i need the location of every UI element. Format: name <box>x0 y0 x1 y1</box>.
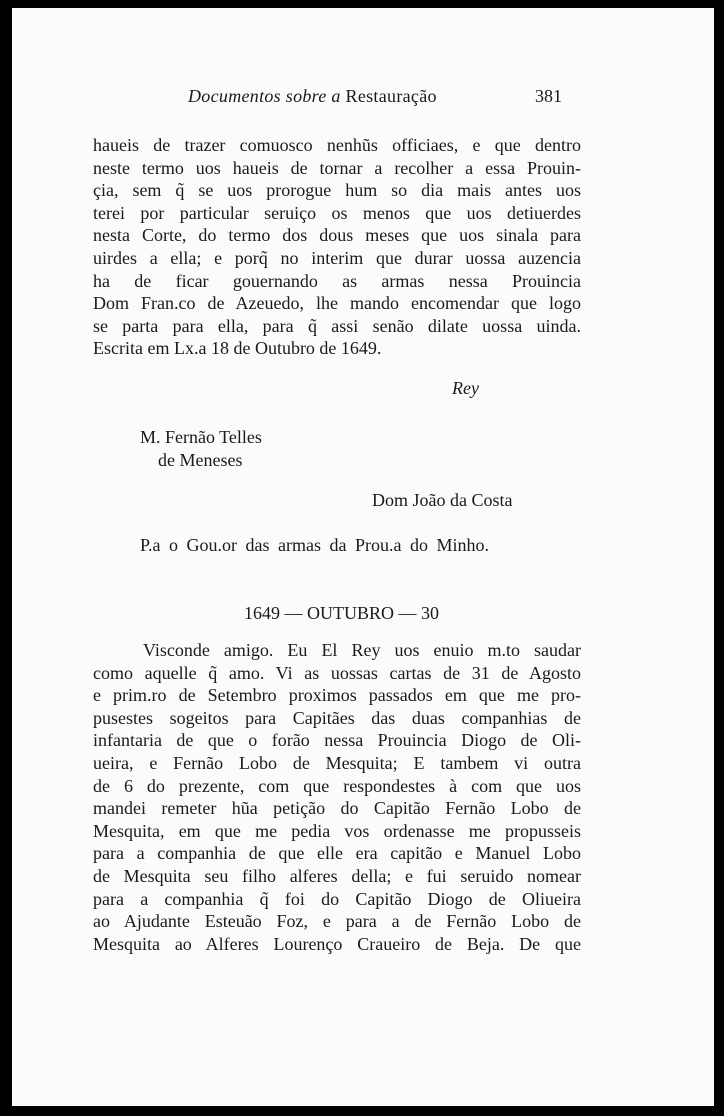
text-line: de 6 do prezente, com que respondestes à com que uos <box>93 775 581 796</box>
document-page <box>12 8 714 1106</box>
text-line: mandei remeter hũa petição do Capitão Fernão Lobo de <box>93 798 581 819</box>
letter-2-body <box>93 639 581 955</box>
text-line: Dom Fran.co de Azeuedo, lhe mando encomendar que logo <box>93 293 581 314</box>
running-title <box>188 86 437 107</box>
text-line: Escrita em Lx.a 18 de Outubro de 1649. <box>93 338 382 359</box>
signatory: Dom João da Costa <box>372 490 513 510</box>
superscription: P.a o Gou.or das armas da Prou.a do Minho. <box>140 535 489 555</box>
running-title-italic: Documentos sobre a <box>188 86 341 106</box>
text-line: infantaria de que o forão nessa Prouincia Diogo de Oli- <box>93 730 581 751</box>
text-line: Visconde amigo. Eu El Rey uos enuio m.to saudar <box>143 640 581 660</box>
text-line: Mesquita ao Alferes Lourenço Craueiro de Beja. De que <box>93 933 581 954</box>
text-line: neste termo uos haueis de tornar a recolher a essa Prouin- <box>93 157 581 178</box>
text-line: uirdes a ella; e porq̃ no interim que durar uossa auzencia <box>93 247 581 268</box>
text-line: terei por particular seruiço os menos que uos detiuerdes <box>93 202 581 223</box>
text-line: çia, sem q̃ se uos prorogue hum so dia mais antes uos <box>93 180 581 201</box>
text-line: haueis de trazer comuosco nenhũs officiaes, e que dentro <box>93 135 581 155</box>
text-line: para a companhia de que elle era capitão e Manuel Lobo <box>93 843 581 864</box>
addressee <box>140 426 262 471</box>
text-line: como aquelle q̃ amo. Vi as uossas cartas de 31 de Agosto <box>93 662 581 683</box>
text-line: ueira, e Fernão Lobo de Mesquita; E tambem vi outra <box>93 752 581 773</box>
text-line: nesta Corte, do termo dos dous meses que uos sinala para <box>93 225 581 246</box>
text-line: Mesquita, em que me pedia vos ordenasse me propusseis <box>93 820 581 841</box>
running-title-roman: Restauração <box>345 86 437 106</box>
text-line: ha de ficar gouernando as armas nessa Prouincia <box>93 270 581 291</box>
closing-signature: Rey <box>452 378 479 398</box>
text-line: e prim.ro de Setembro proximos passados em que me pro- <box>93 685 581 706</box>
text-line: para a companhia q̃ foi do Capitão Diogo de Oliueira <box>93 888 581 909</box>
text-line: pusestes sogeitos para Capitães das duas companhias de <box>93 707 581 728</box>
running-header <box>12 86 714 116</box>
page-number: 381 <box>535 86 562 106</box>
addressee-line-2: de Meneses <box>158 449 243 470</box>
letter-1-body <box>93 134 581 360</box>
text-line: se parta para ella, para q̃ assi senão dilate uossa uinda. <box>93 315 581 336</box>
addressee-line-1: M. Fernão Telles <box>140 427 262 447</box>
text-line: ao Ajudante Esteuão Foz, e para a de Fernão Lobo de <box>93 911 581 932</box>
text-line: de Mesquita seu filho alferes della; e fui seruido nomear <box>93 865 581 886</box>
date-heading: 1649 — OUTUBRO — 30 <box>244 603 440 623</box>
